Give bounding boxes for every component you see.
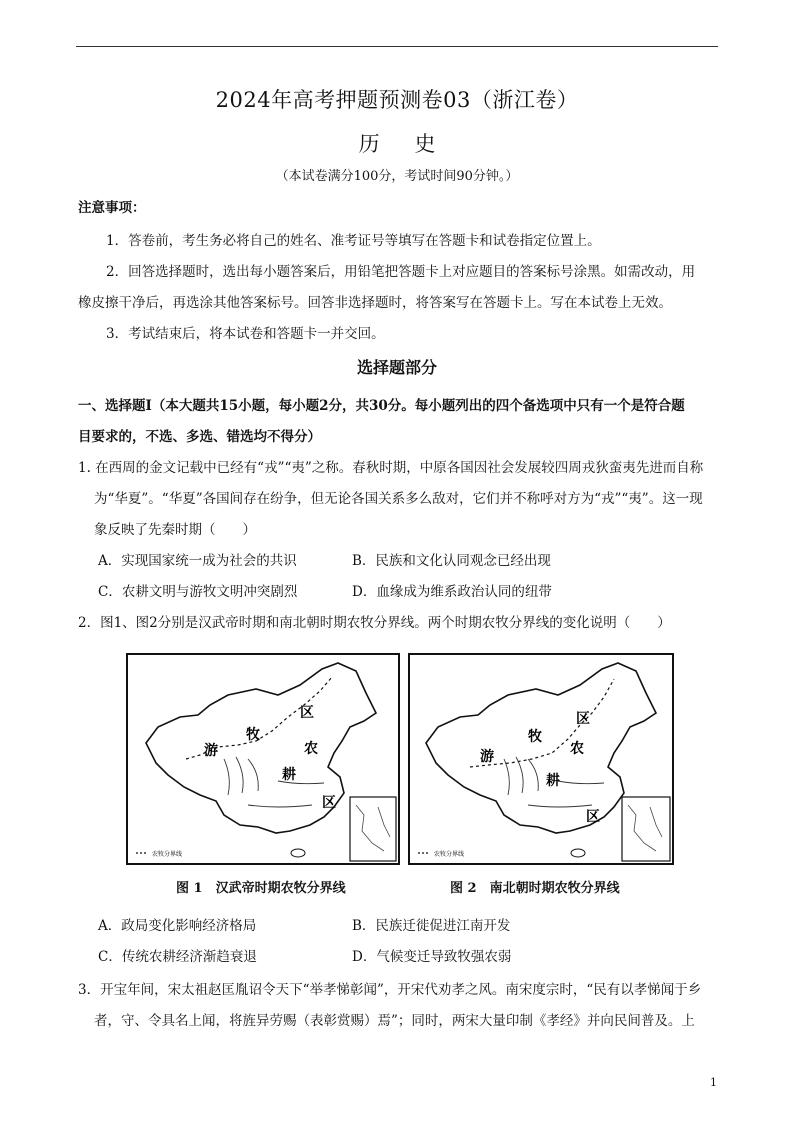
q2-option-c: C．传统农耕经济渐趋衰退 xyxy=(98,949,257,965)
section-instruction: 一、选择题Ⅰ（本大题共15小题，每小题2分，共30分。每小题列出的四个备选项中只有一个是符合题 xyxy=(78,398,685,414)
q3-stem: 3．开宝年间，宋太祖赵匡胤诏令天下“举孝悌彰闻”，开宋代劝孝之风。南宋度宗时，“民有以孝悌闻于乡 xyxy=(78,982,702,998)
q1-stem: 1. 在西周的金文记载中已经有“戎”“夷”之称。春秋时期，中原各国因社会发展较四周戎狄蛮夷先进而自称 xyxy=(78,460,704,476)
map-legend-label: 农牧分界线 xyxy=(152,852,183,858)
hainan-island xyxy=(571,849,585,857)
map-label-you: 游 xyxy=(204,743,218,759)
map-label-nong: 农 xyxy=(570,741,584,757)
map-label-qu: 区 xyxy=(300,705,314,721)
map-2-graphic xyxy=(410,655,672,863)
q2-option-b: B．民族迁徙促进江南开发 xyxy=(352,918,511,934)
map-2-caption: 图 2 南北朝时期农牧分界线 xyxy=(450,881,620,896)
map-1-graphic xyxy=(128,655,398,863)
page-title: 2024年高考押题预测卷03（浙江卷） xyxy=(215,88,579,112)
q1-option-b: B．民族和文化认同观念已经出现 xyxy=(352,553,551,569)
section-instruction-cont: 目要求的，不选、多选、错选均不得分） xyxy=(78,429,321,445)
subject-title: 历 史 xyxy=(358,132,450,156)
map-label-mu: 牧 xyxy=(246,727,260,743)
rivers xyxy=(224,757,324,807)
q2-option-d: D．气候变迁导致牧强农弱 xyxy=(352,949,512,965)
map-1-caption: 图 1 汉武帝时期农牧分界线 xyxy=(176,881,346,896)
exam-note: （本试卷满分100分，考试时间90分钟。） xyxy=(275,169,519,184)
q1-option-c: C．农耕文明与游牧文明冲突剧烈 xyxy=(98,584,298,600)
q1-stem-line3: 象反映了先秦时期（ ） xyxy=(94,522,256,538)
map-legend-label: 农牧分界线 xyxy=(434,852,465,858)
notice-item-1: 1．答卷前，考生务必将自己的姓名、准考证号等填写在答题卡和试卷指定位置上。 xyxy=(106,233,601,249)
q1-option-a: A．实现国家统一成为社会的共识 xyxy=(98,553,297,569)
q1-option-d: D．血缘成为维系政治认同的纽带 xyxy=(352,584,552,600)
notice-item-2-cont: 橡皮擦干净后，再选涂其他答案标号。回答非选择题时，将答案写在答题卡上。写在本试卷上无效。 xyxy=(78,295,672,311)
map-nanbeichao xyxy=(408,653,674,865)
q3-stem-line2: 者，守、令具名上闻，将旌异劳赐（表彰赏赐）焉”；同时，两宋大量印制《孝经》并向民间普及。上 xyxy=(94,1013,695,1029)
map-label-qu: 区 xyxy=(576,711,590,727)
china-outline xyxy=(146,663,376,833)
map-label-mu: 牧 xyxy=(528,729,542,745)
map-label-nong: 农 xyxy=(304,741,318,757)
notice-item-2: 2．回答选择题时，选出每小题答案后，用铅笔把答题卡上对应题目的答案标号涂黑。如需改动，用 xyxy=(106,264,696,280)
map-han-wudi xyxy=(126,653,400,865)
page-number: 1 xyxy=(710,1076,717,1089)
map-label-geng: 耕 xyxy=(546,773,560,789)
q2-stem: 2．图1、图2分别是汉武帝时期和南北朝时期农牧分界线。两个时期农牧分界线的变化说明（ ） xyxy=(78,615,671,631)
notice-heading: 注意事项： xyxy=(78,200,146,216)
hainan-island xyxy=(291,849,305,857)
q1-stem-line2: 为“华夏”。“华夏”各国间存在纷争，但无论各国关系多么敌对，它们并不称呼对方为“戎”“夷”。这一现 xyxy=(94,491,703,507)
map-label-geng: 耕 xyxy=(282,767,296,783)
q2-option-a: A．政局变化影响经济格局 xyxy=(98,918,257,934)
map-label-qu-2: 区 xyxy=(322,795,336,811)
map-label-you: 游 xyxy=(480,749,494,765)
map-label-qu-2: 区 xyxy=(586,809,600,825)
header-rule xyxy=(76,46,718,47)
notice-item-3: 3．考试结束后，将本试卷和答题卡一并交回。 xyxy=(106,326,385,342)
section-title: 选择题部分 xyxy=(356,358,437,377)
